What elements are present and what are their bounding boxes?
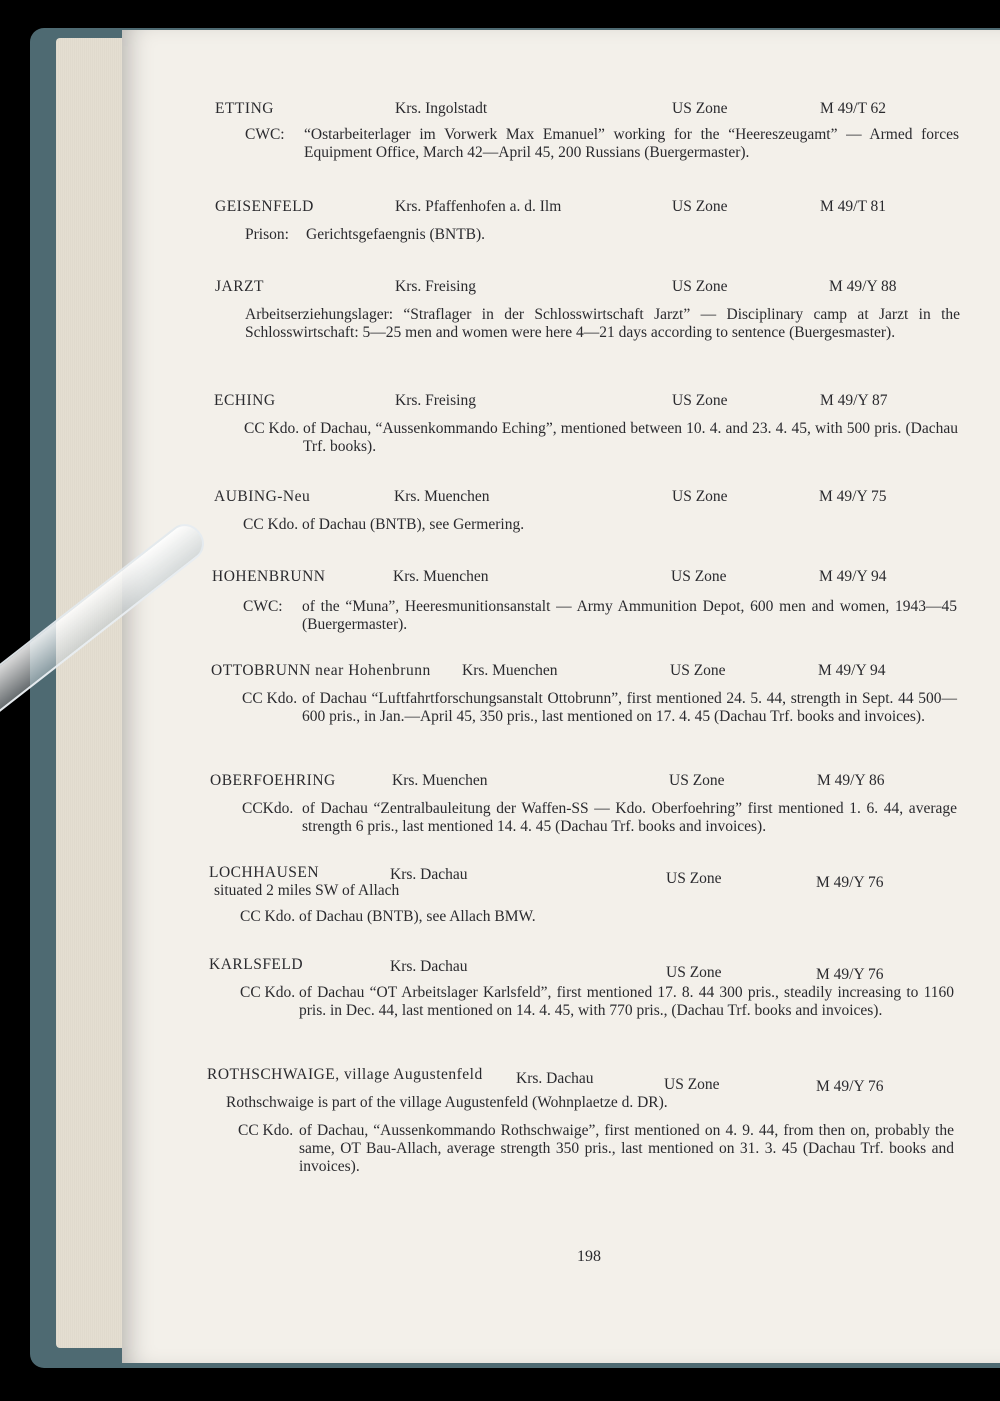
district: Krs. Muenchen	[392, 772, 488, 789]
entry-header	[122, 956, 1000, 983]
district: Krs. Dachau	[390, 866, 468, 883]
entry-header	[122, 772, 1000, 796]
entry-header	[122, 1066, 1000, 1095]
place-name: JARZT	[215, 278, 264, 295]
document-page	[122, 30, 1000, 1363]
location-note: situated 2 miles SW of Allach	[214, 882, 400, 899]
entry-label: CWC:	[245, 126, 285, 143]
zone: US Zone	[666, 964, 722, 981]
place-name: GEISENFELD	[215, 198, 314, 215]
zone: US Zone	[666, 870, 722, 887]
entry-label: CC Kdo.	[244, 420, 300, 437]
entry-text: of Dachau, “Aussenkommando Rothschwaige”, first mentioned on 4. 9. 44, from then on, probably the same, OT Bau-Allach, average strength 350 pris., last mentioned on 31. 3. 45 (Dachau Trf. books and invoices).	[299, 1122, 954, 1175]
entry-note: Rothschwaige is part of the village Augustenfeld (Wohnplaetze d. DR).	[226, 1094, 668, 1111]
zone: US Zone	[672, 392, 728, 409]
entry-lochhausen	[122, 864, 1000, 925]
place-name: OBERFOEHRING	[210, 772, 336, 789]
place-name: ETTING	[215, 100, 274, 117]
entry-label: CCKdo.	[242, 800, 294, 817]
entry-text: of the “Muna”, Heeresmunitionsanstalt — Army Ammunition Depot, 600 men and women, 1943—45 (Buergermaster).	[302, 598, 957, 633]
zone: US Zone	[670, 662, 726, 679]
entry-header	[122, 278, 1000, 302]
entry-eching	[122, 392, 1000, 455]
entry-header	[122, 568, 1000, 592]
district: Krs. Freising	[395, 392, 476, 409]
entry-header	[122, 488, 1000, 512]
map-ref: M 49/Y 88	[829, 278, 897, 295]
entry-jarzt	[122, 278, 1000, 341]
entry-text: of Dachau, “Aussenkommando Eching”, mentioned between 10. 4. and 23. 4. 45, with 500 pris. (Dachau Trf. books).	[303, 420, 958, 455]
entry-label: CWC:	[243, 598, 283, 615]
entry-text: Gerichtsgefaengnis (BNTB).	[306, 226, 486, 243]
district: Krs. Dachau	[516, 1070, 594, 1087]
entry-text: “Ostarbeiterlager im Vorwerk Max Emanuel” working for the “Heereszeugamt” — Armed forces Equipment Office, March 42—April 45, 200 Russians (Buergermaster).	[304, 126, 959, 161]
entry-label: CC Kdo.	[240, 984, 296, 1001]
entry-aubing	[122, 488, 1000, 533]
map-ref: M 49/Y 75	[819, 488, 887, 505]
entry-hohenbrunn	[122, 568, 1000, 633]
entry-text: of Dachau “OT Arbeitslager Karlsfeld”, first mentioned 17. 8. 44 300 pris., steadily increasing to 1160 pris. in Dec. 44, last mentioned on 14. 4. 45, with 770 pris., (Dachau Trf. books and invoices).	[299, 984, 954, 1019]
page-edges	[56, 38, 126, 1348]
place-name: HOHENBRUNN	[212, 568, 326, 585]
entry-text: of Dachau “Zentralbauleitung der Waffen-SS — Kdo. Oberfoehring” first mentioned 1. 6. 44, average strength 6 pris., last mentioned 14. 4. 45 (Dachau Trf. books and invoices).	[302, 800, 957, 835]
entry-etting	[122, 100, 1000, 161]
entry-label: CC Kdo.	[243, 516, 299, 533]
district: Krs. Freising	[395, 278, 476, 295]
place-name: KARLSFELD	[209, 956, 304, 973]
entry-label: Prison:	[245, 226, 289, 243]
zone: US Zone	[672, 100, 728, 117]
district: Krs. Dachau	[390, 958, 468, 975]
district: Krs. Muenchen	[462, 662, 558, 679]
entry-header	[122, 662, 1000, 686]
zone: US Zone	[671, 568, 727, 585]
entry-rothschwaige	[122, 1066, 1000, 1175]
map-ref: M 49/Y 86	[817, 772, 885, 789]
map-ref: M 49/Y 76	[816, 966, 884, 983]
place-name: ECHING	[214, 392, 276, 409]
entry-header	[122, 392, 1000, 416]
entry-karlsfeld	[122, 956, 1000, 1019]
entry-text: Arbeitserziehungslager: “Straflager in der Schlosswirtschaft Jarzt” — Disciplinary camp at Jarzt in the Schlosswirtschaft: 5—25 men and women were here 4—21 days according to sentence (Buergesmaster).	[245, 306, 960, 341]
page-number: 198	[577, 1248, 601, 1265]
map-ref: M 49/T 62	[820, 100, 887, 117]
district: Krs. Muenchen	[394, 488, 490, 505]
entry-label: CC Kdo.	[240, 908, 296, 925]
zone: US Zone	[664, 1076, 720, 1093]
district: Krs. Pfaffenhofen a. d. Ilm	[395, 198, 562, 215]
map-ref: M 49/Y 94	[819, 568, 887, 585]
zone: US Zone	[672, 198, 728, 215]
zone: US Zone	[672, 278, 728, 295]
entry-text: of Dachau “Luftfahrtforschungsanstalt Ottobrunn”, first mentioned 24. 5. 44, strength in Sept. 44 500—600 pris., in Jan.—April 45, 350 pris., last mentioned on 17. 4. 45 (Dachau Trf. books and invoices).	[302, 690, 957, 725]
entry-header	[122, 100, 1000, 124]
map-ref: M 49/Y 76	[816, 1078, 884, 1095]
place-name: LOCHHAUSEN	[209, 864, 320, 881]
entry-header	[122, 198, 1000, 222]
entry-text: of Dachau (BNTB), see Allach BMW.	[299, 908, 536, 925]
place-name: AUBING-Neu	[214, 488, 311, 505]
map-ref: M 49/Y 94	[818, 662, 886, 679]
entry-oberfoehring	[122, 772, 1000, 835]
map-ref: M 49/Y 76	[816, 874, 884, 891]
map-ref: M 49/T 81	[820, 198, 887, 215]
place-name: ROTHSCHWAIGE, village Augustenfeld	[207, 1066, 483, 1083]
entry-geisenfeld	[122, 198, 1000, 243]
entry-ottobrunn	[122, 662, 1000, 725]
entry-label: CC Kdo.	[238, 1122, 294, 1139]
place-name: OTTOBRUNN near Hohenbrunn	[211, 662, 431, 679]
entry-label: CC Kdo.	[242, 690, 298, 707]
district: Krs. Ingolstadt	[395, 100, 488, 117]
entry-text: of Dachau (BNTB), see Germering.	[302, 516, 525, 533]
map-ref: M 49/Y 87	[820, 392, 888, 409]
district: Krs. Muenchen	[393, 568, 489, 585]
zone: US Zone	[669, 772, 725, 789]
zone: US Zone	[672, 488, 728, 505]
